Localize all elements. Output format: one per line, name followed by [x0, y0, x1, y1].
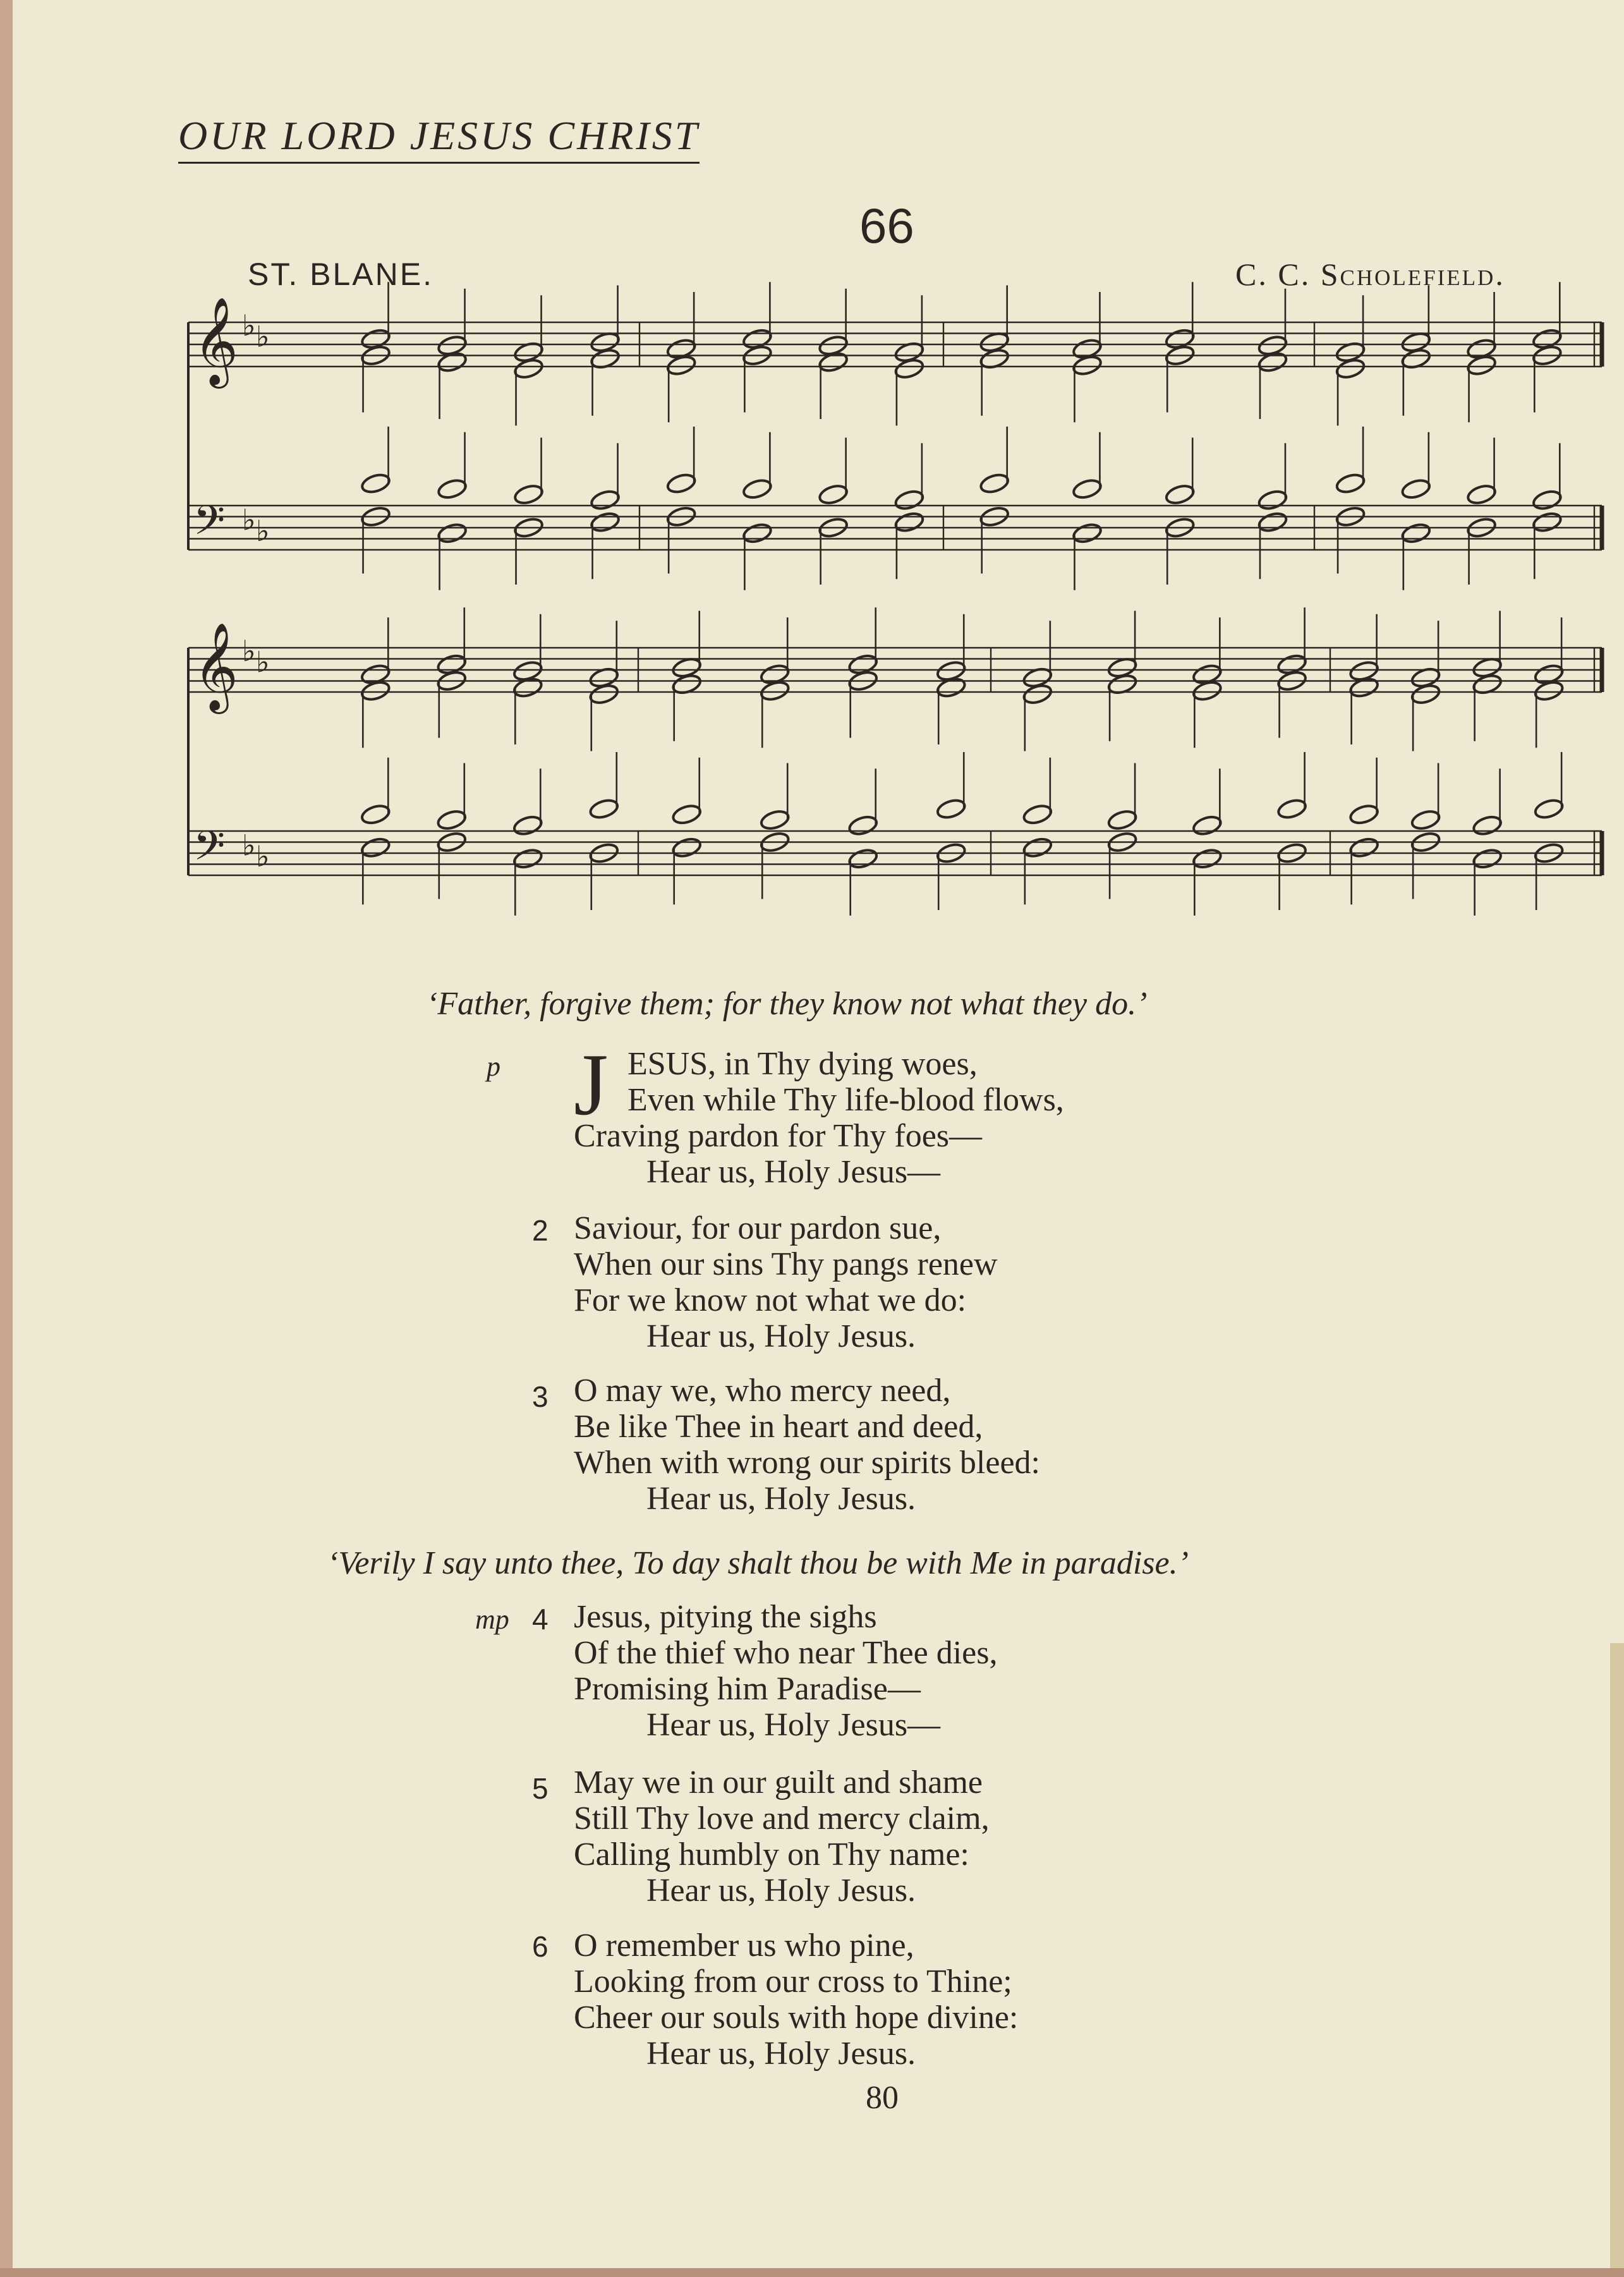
note-head: [818, 483, 849, 506]
note-head: [1257, 489, 1288, 511]
score-systems: [188, 282, 1602, 916]
verse-line: Be like Thee in heart and deed,: [574, 1409, 983, 1445]
verse-line: Hear us, Holy Jesus.: [646, 1481, 916, 1517]
verse-number: 3: [532, 1380, 548, 1413]
note-head: [1472, 814, 1503, 837]
verse-line: Still Thy love and mercy claim,: [574, 1800, 990, 1837]
verse-number: 2: [532, 1214, 548, 1247]
verse-line: Hear us, Holy Jesus—: [646, 1154, 941, 1190]
note-head: [1106, 808, 1137, 831]
note-head: [360, 836, 391, 859]
verse-line: Cheer our souls with hope divine:: [574, 2000, 1019, 2036]
flat-sign: ♭: [256, 319, 270, 354]
note-head: [1072, 522, 1103, 545]
note-head: [588, 683, 619, 705]
tune-name: ST. BLANE.: [248, 257, 433, 292]
note-head: [742, 478, 773, 501]
verse-number: 6: [532, 1930, 548, 1963]
note-head: [1348, 803, 1379, 826]
note-head: [1466, 354, 1497, 377]
verse-line: Hear us, Holy Jesus.: [646, 1318, 916, 1354]
note-head: [671, 836, 702, 859]
note-head: [436, 808, 467, 831]
verse-number: 5: [532, 1772, 548, 1805]
flat-sign: ♭: [256, 839, 270, 873]
note-head: [437, 351, 468, 373]
note-head: [847, 847, 878, 870]
treble-clef: 𝄞: [193, 297, 238, 385]
page-number: 80: [866, 2080, 899, 2116]
bass-clef: 𝄢: [193, 823, 226, 880]
page-edge-right: [1610, 1643, 1624, 2277]
note-head: [513, 483, 544, 506]
note-head: [512, 814, 543, 837]
flat-sign: ♭: [242, 502, 256, 537]
verse-line: Promising him Paradise—: [574, 1671, 921, 1707]
note-head: [894, 511, 924, 533]
note-head: [1532, 511, 1563, 533]
note-head: [1532, 489, 1563, 511]
note-head: [1335, 472, 1366, 495]
verse-line: O may we, who mercy need,: [574, 1373, 951, 1409]
note-head: [1348, 836, 1379, 859]
note-head: [590, 489, 621, 511]
note-head: [1022, 803, 1053, 826]
note-head: [1022, 836, 1053, 859]
note-head: [1022, 683, 1053, 705]
composer: C. C. Scholefield.: [1235, 257, 1505, 292]
note-head: [1410, 683, 1441, 705]
note-head: [1348, 676, 1379, 699]
note-head: [1335, 357, 1366, 380]
dynamic-marking: p: [487, 1051, 500, 1082]
note-head: [1533, 679, 1564, 702]
note-head: [666, 354, 697, 377]
note-head: [513, 357, 544, 380]
note-head: [512, 847, 543, 870]
note-head: [1466, 483, 1497, 506]
note-head: [360, 803, 391, 826]
verse-line: O remember us who pine,: [574, 1928, 914, 1964]
verse-line: When our sins Thy pangs renew: [574, 1246, 998, 1282]
hymn-number: 66: [859, 198, 914, 253]
scripture-quote-1: ‘Father, forgive them; for they know not what they do.’: [427, 986, 1148, 1022]
note-head: [1192, 679, 1223, 702]
note-head: [1410, 808, 1441, 831]
verse-line: Of the thief who near Thee dies,: [574, 1635, 998, 1671]
scripture-quote-2: ‘Verily I say unto thee, To day shalt thou be with Me in paradise.’: [327, 1545, 1189, 1581]
flat-sign: ♭: [242, 633, 256, 668]
running-head: OUR LORD JESUS CHRIST: [178, 112, 700, 164]
note-head: [936, 676, 967, 699]
bass-clef: 𝄢: [193, 497, 226, 554]
note-head: [590, 511, 621, 533]
note-head: [1472, 847, 1503, 870]
flat-sign: ♭: [256, 513, 270, 548]
note-head: [979, 472, 1010, 495]
verse-line: Looking from our cross to Thine;: [574, 1964, 1012, 2000]
treble-clef: 𝄞: [193, 622, 238, 710]
note-head: [1400, 478, 1431, 501]
page-edge-bottom: [0, 2268, 1624, 2277]
drop-cap: J: [574, 1036, 609, 1134]
note-head: [1276, 798, 1307, 820]
verse-line: Calling humbly on Thy name:: [574, 1837, 969, 1873]
note-head: [742, 522, 773, 545]
note-head: [360, 472, 391, 495]
note-head: [760, 679, 791, 702]
verse-line: ESUS, in Thy dying woes,: [627, 1046, 978, 1082]
note-head: [360, 679, 391, 702]
verse-line: Even while Thy life-blood flows,: [627, 1082, 1064, 1118]
note-head: [437, 478, 468, 501]
note-head: [818, 351, 849, 373]
note-head: [1192, 847, 1223, 870]
verse-line: Craving pardon for Thy foes—: [574, 1118, 983, 1154]
note-head: [1165, 483, 1196, 506]
note-head: [894, 357, 924, 380]
flat-sign: ♭: [242, 828, 256, 863]
note-head: [1072, 354, 1103, 377]
verse-line: Hear us, Holy Jesus.: [646, 1873, 916, 1909]
verse-line: For we know not what we do:: [574, 1282, 967, 1318]
note-head: [588, 798, 619, 820]
note-head: [1257, 511, 1288, 533]
note-head: [1192, 814, 1223, 837]
note-head: [512, 676, 543, 699]
note-head: [894, 489, 924, 511]
flat-sign: ♭: [242, 308, 256, 343]
verse-line: When with wrong our spirits bleed:: [574, 1445, 1040, 1481]
note-head: [847, 814, 878, 837]
note-head: [760, 808, 791, 831]
note-head: [437, 522, 468, 545]
music-score: [0, 0, 1624, 973]
note-head: [671, 803, 702, 826]
note-head: [1533, 798, 1564, 820]
dynamic-marking: mp: [475, 1604, 509, 1635]
verse-line: Saviour, for our pardon sue,: [574, 1210, 942, 1246]
verse-line: Jesus, pitying the sighs: [574, 1599, 877, 1635]
verse-line: Hear us, Holy Jesus—: [646, 1707, 941, 1743]
flat-sign: ♭: [256, 645, 270, 679]
verse-line: May we in our guilt and shame: [574, 1764, 983, 1800]
note-head: [1257, 351, 1288, 373]
note-head: [1400, 522, 1431, 545]
verse-line: Hear us, Holy Jesus.: [646, 2036, 916, 2072]
note-head: [1072, 478, 1103, 501]
note-head: [936, 798, 967, 820]
note-head: [666, 472, 697, 495]
verse-number: 4: [532, 1603, 548, 1636]
